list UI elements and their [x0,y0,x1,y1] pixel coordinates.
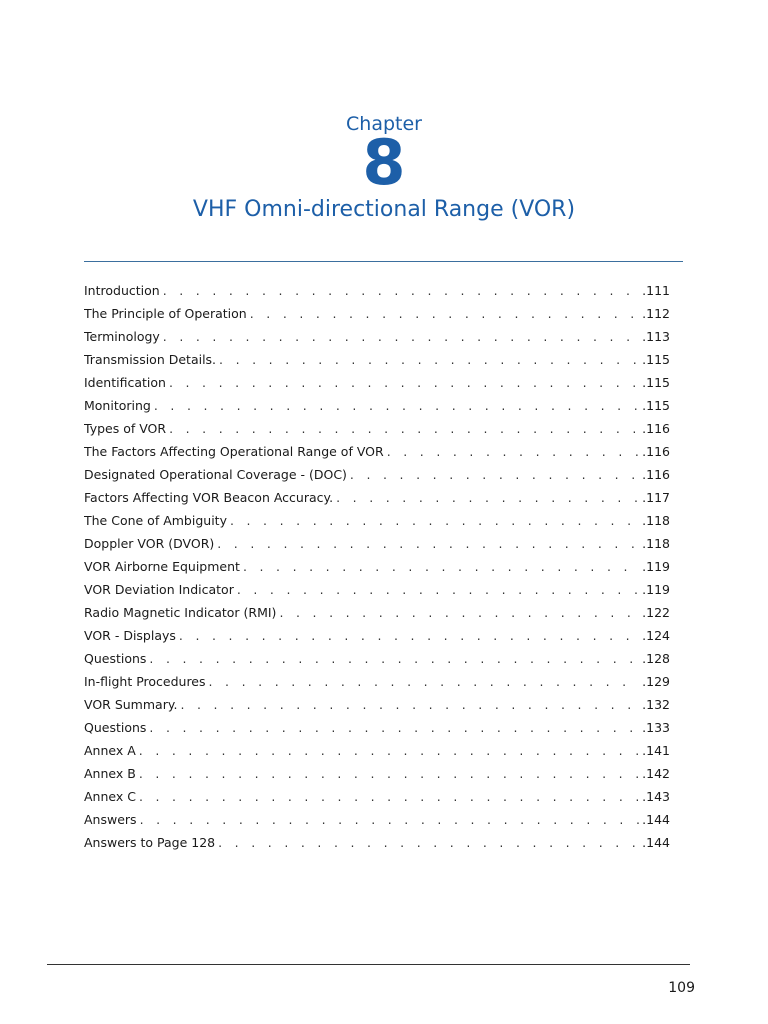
toc-entry-page: .128 [642,651,670,666]
toc-entry[interactable] [84,762,670,785]
toc-leader-dots [219,348,640,371]
toc-entry-title: Types of VOR [84,421,167,436]
toc-entry-title: Transmission Details. [84,352,217,367]
toc-entry-title: Monitoring [84,398,151,413]
toc-entry[interactable] [84,440,670,463]
toc-leader-dots [250,302,640,325]
toc-leader-dots [139,762,640,785]
toc-entry-page: .122 [642,605,670,620]
toc-entry[interactable] [84,371,670,394]
toc-leader-dots [169,371,640,394]
toc-entry-page: .116 [642,421,670,436]
toc-entry-page: .111 [642,283,670,298]
toc-leader-dots [149,647,640,670]
chapter-title: VHF Omni-directional Range (VOR) [192,197,576,222]
chapter-label: Chapter [346,113,422,135]
toc-entry-page: .118 [642,513,670,528]
toc-leader-dots [279,601,640,624]
toc-entry-page: .115 [642,375,670,390]
toc-leader-dots [230,509,640,532]
toc-entry-page: .119 [642,582,670,597]
toc-entry-page: .117 [642,490,670,505]
toc-entry[interactable] [84,555,670,578]
toc-entry[interactable] [84,325,670,348]
toc-entry-page: .143 [642,789,670,804]
toc-leader-dots [237,578,640,601]
page-number: 109 [668,980,695,996]
toc-leader-dots [387,440,640,463]
toc-entry[interactable] [84,808,670,831]
toc-entry-page: .141 [642,743,670,758]
chapter-number: 8 [362,126,406,199]
toc-entry-title: Designated Operational Coverage - (DOC) [84,467,347,482]
toc-leader-dots [169,417,640,440]
toc-entry-title: The Factors Affecting Operational Range of VOR [84,444,384,459]
toc-entry-page: .118 [642,536,670,551]
toc-entry-title: In-flight Procedures [84,674,206,689]
toc-entry-title: Answers to Page 128 [84,835,216,850]
toc-leader-dots [163,279,640,302]
toc-entry-page: .132 [642,697,670,712]
toc-entry[interactable] [84,463,670,486]
toc-entry-title: Annex C [84,789,136,804]
toc-entry[interactable] [84,739,670,762]
toc-leader-dots [217,532,640,555]
toc-entry-title: Factors Affecting VOR Beacon Accuracy. [84,490,334,505]
toc-entry-title: Identification [84,375,166,390]
toc-entry-page: .115 [642,352,670,367]
toc-leader-dots [179,624,640,647]
toc-entry[interactable] [84,647,670,670]
table-of-contents [84,279,670,854]
toc-entry-page: .116 [642,467,670,482]
toc-entry-title: Introduction [84,283,160,298]
toc-entry[interactable] [84,394,670,417]
toc-entry[interactable] [84,279,670,302]
toc-entry-page: .129 [642,674,670,689]
toc-leader-dots [140,808,641,831]
toc-entry-title: The Cone of Ambiguity [84,513,227,528]
toc-entry-title: VOR Airborne Equipment [84,559,240,574]
toc-entry[interactable] [84,670,670,693]
toc-leader-dots [218,831,640,854]
toc-entry[interactable] [84,417,670,440]
toc-entry[interactable] [84,831,670,854]
toc-leader-dots [243,555,640,578]
toc-entry-page: .115 [642,398,670,413]
toc-entry-title: Questions [84,651,147,666]
toc-entry[interactable] [84,509,670,532]
toc-entry-title: VOR - Displays [84,628,176,643]
toc-entry-title: Radio Magnetic Indicator (RMI) [84,605,277,620]
toc-leader-dots [149,716,640,739]
toc-entry[interactable] [84,601,670,624]
toc-entry[interactable] [84,693,670,716]
toc-entry[interactable] [84,624,670,647]
toc-entry-page: .112 [642,306,670,321]
toc-entry-title: Terminology [84,329,160,344]
toc-entry[interactable] [84,532,670,555]
toc-leader-dots [336,486,640,509]
toc-entry[interactable] [84,578,670,601]
footer-divider [47,964,690,965]
toc-leader-dots [163,325,640,348]
toc-entry-page: .124 [642,628,670,643]
toc-entry[interactable] [84,785,670,808]
toc-entry-title: VOR Deviation Indicator [84,582,234,597]
toc-leader-dots [350,463,640,486]
toc-entry-title: Annex A [84,743,136,758]
toc-entry-page: .119 [642,559,670,574]
toc-leader-dots [139,739,640,762]
toc-entry-title: Questions [84,720,147,735]
toc-entry[interactable] [84,348,670,371]
toc-entry-title: Doppler VOR (DVOR) [84,536,215,551]
toc-leader-dots [139,785,640,808]
title-divider [84,261,683,262]
toc-entry-page: .144 [642,812,670,827]
toc-entry-page: .144 [642,835,670,850]
toc-leader-dots [209,670,641,693]
toc-entry[interactable] [84,486,670,509]
toc-entry-title: Answers [84,812,137,827]
toc-leader-dots [180,693,640,716]
toc-leader-dots [154,394,640,417]
toc-entry[interactable] [84,302,670,325]
toc-entry-page: .113 [642,329,670,344]
toc-entry[interactable] [84,716,670,739]
toc-entry-page: .133 [642,720,670,735]
toc-entry-page: .142 [642,766,670,781]
toc-entry-title: Annex B [84,766,136,781]
toc-entry-title: The Principle of Operation [84,306,247,321]
toc-entry-page: .116 [642,444,670,459]
toc-entry-title: VOR Summary. [84,697,178,712]
